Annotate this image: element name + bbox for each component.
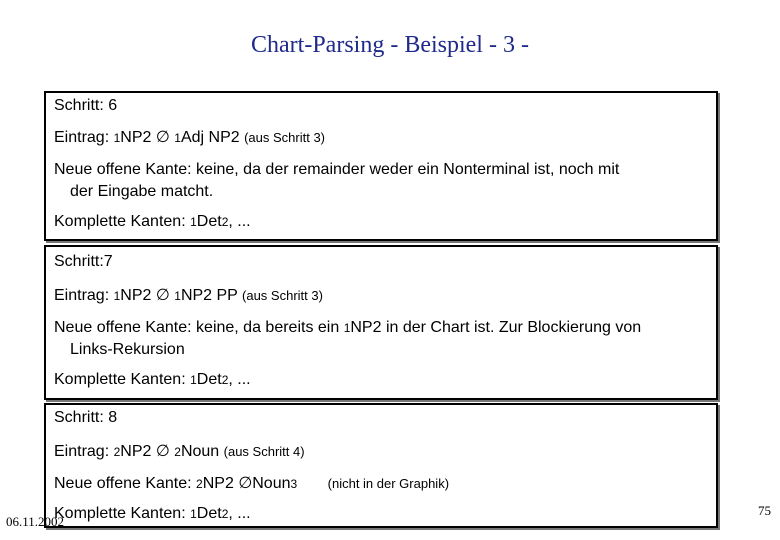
step-8-complete-edges: Komplette Kanten: 1Det2, ... xyxy=(54,505,251,522)
step-8-box xyxy=(44,403,718,528)
step-8-entry: Eintrag: 2NP2 ∅ 2Noun (aus Schritt 4) xyxy=(54,443,305,460)
step-6-complete-edges: Komplette Kanten: 1Det2, ... xyxy=(54,213,251,230)
step-7-complete-edges: Komplette Kanten: 1Det2, ... xyxy=(54,371,251,388)
step-6-open-edge: Neue offene Kante: keine, da der remainder weder ein Nonterminal ist, noch mit der Eingabe matcht. xyxy=(54,161,620,200)
step-7-label: Schritt:7 xyxy=(54,253,113,270)
slide-title: Chart-Parsing - Beispiel - 3 - xyxy=(251,32,529,58)
step-6-box xyxy=(44,91,718,241)
slide-date: 06.11.2002 xyxy=(6,514,65,529)
page-number: 75 xyxy=(758,503,771,518)
step-7-entry: Eintrag: 1NP2 ∅ 1NP2 PP (aus Schritt 3) xyxy=(54,287,323,304)
step-6-label: Schritt: 6 xyxy=(54,97,118,114)
step-7-box xyxy=(44,245,718,400)
step-6-entry: Eintrag: 1NP2 ∅ 1Adj NP2 (aus Schritt 3) xyxy=(54,129,326,146)
step-8-open-edge: Neue offene Kante: 2NP2 ∅Noun3 (nicht in der Graphik) xyxy=(54,475,450,492)
step-8-label: Schritt: 8 xyxy=(54,409,118,426)
step-7-open-edge: Neue offene Kante: keine, da bereits ein 1NP2 in der Chart ist. Zur Blockierung von Links-Rekursion xyxy=(54,319,642,358)
